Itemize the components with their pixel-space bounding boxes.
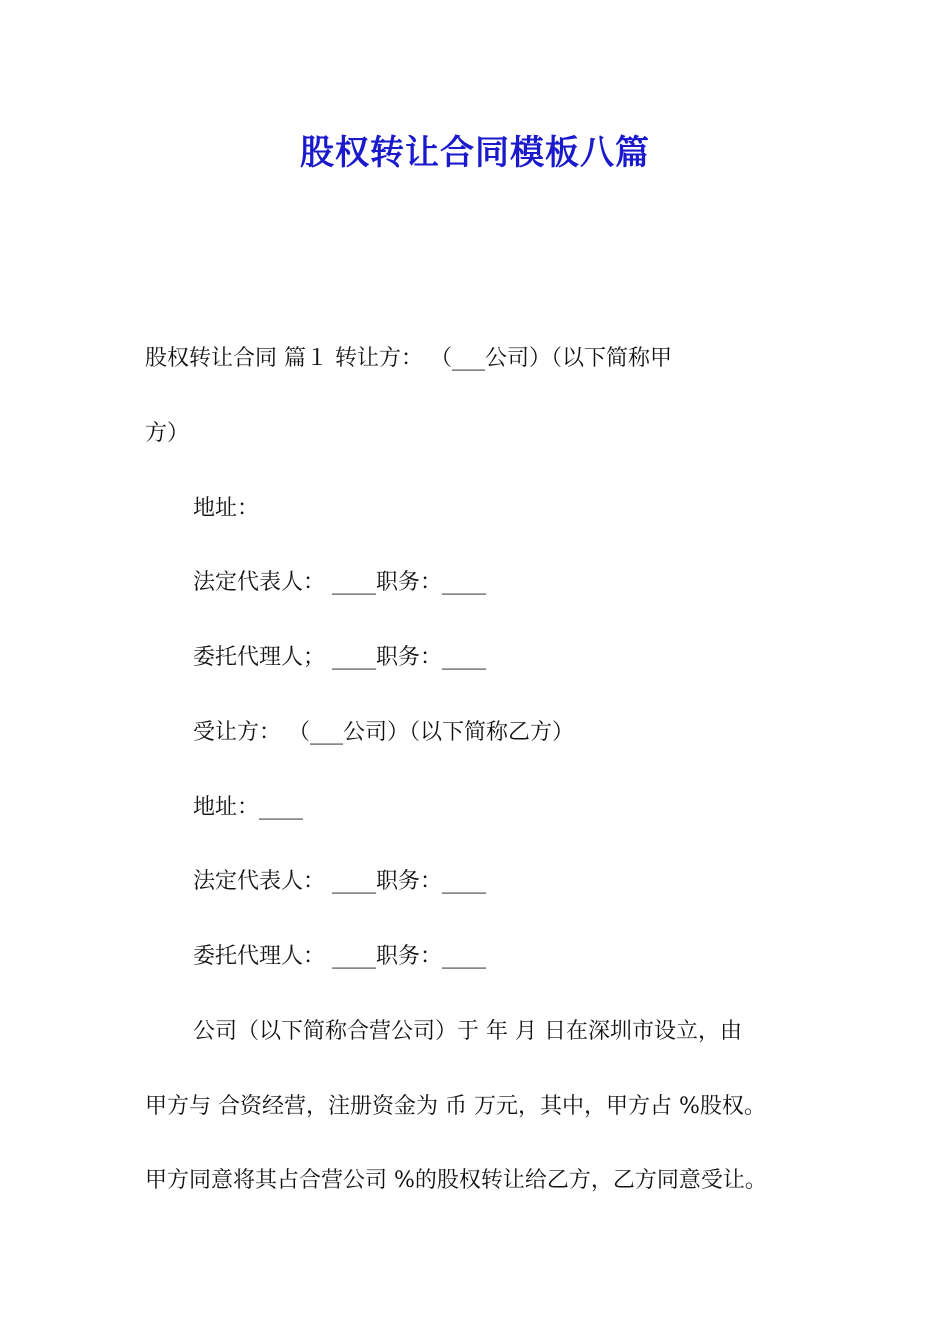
body-paragraph-line-1: 公司（以下简称合营公司）于 年 月 日在深圳市设立，由 xyxy=(193,1019,742,1044)
transferee-address-line: 地址：____ xyxy=(193,795,304,820)
paragraph-line-1: 股权转让合同 篇１ 转让方： （___公司）（以下简称甲 xyxy=(145,346,672,371)
paragraph-line-2: 方） xyxy=(145,421,190,446)
transferor-address-line: 地址： xyxy=(193,496,260,521)
body-paragraph-line-3: 甲方同意将其占合营公司 %的股权转让给乙方，乙方同意受让。 xyxy=(145,1168,767,1193)
transferee-agent-line: 委托代理人： ____职务：____ xyxy=(193,944,486,969)
transferor-legal-rep-line: 法定代表人： ____职务：____ xyxy=(193,570,486,595)
transferee-line: 受让方： （___公司）（以下简称乙方） xyxy=(193,720,574,745)
body-paragraph-line-2: 甲方与 合资经营，注册资金为 币 万元，其中，甲方占 %股权。 xyxy=(145,1094,766,1119)
document-title: 股权转让合同模板八篇 xyxy=(300,133,650,173)
transferor-agent-line: 委托代理人； ____职务：____ xyxy=(193,645,486,670)
transferee-legal-rep-line: 法定代表人： ____职务：____ xyxy=(193,869,486,894)
